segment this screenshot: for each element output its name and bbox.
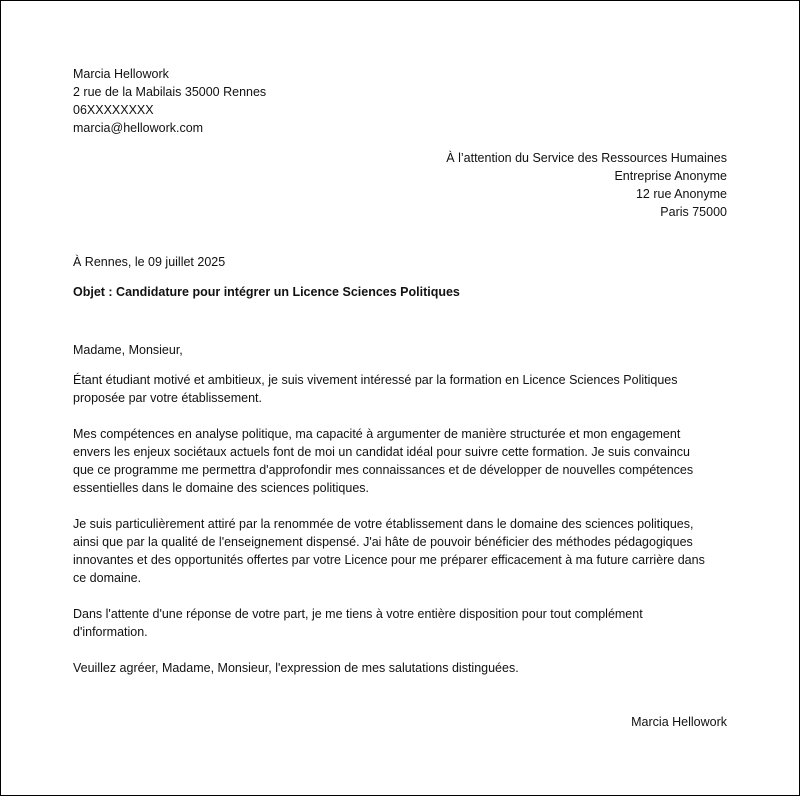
- sender-name: Marcia Hellowork: [73, 67, 169, 81]
- body-line: Je suis particulièrement attiré par la renommée de votre établissement dans le domaine des sciences politiques,: [73, 517, 694, 531]
- date-line: À Rennes, le 09 juillet 2025: [73, 255, 226, 269]
- sender-email: marcia@hellowork.com: [73, 121, 204, 135]
- recipient-city: Paris 75000: [660, 205, 727, 219]
- sender-address: 2 rue de la Mabilais 35000 Rennes: [73, 85, 267, 99]
- salutation: Madame, Monsieur,: [73, 343, 183, 357]
- subject-line: Objet : Candidature pour intégrer un Licence Sciences Politiques: [73, 285, 460, 299]
- body-line: envers les enjeux sociétaux actuels font de moi un candidat idéal pour suivre cette formation. Je suis convaincu: [73, 445, 691, 459]
- body-line: que ce programme me permettra d'approfondir mes connaissances et de développer de nouvelles compétences: [73, 463, 694, 477]
- body-line: Mes compétences en analyse politique, ma capacité à argumenter de manière structurée et mon engagement: [73, 427, 681, 441]
- recipient-street: 12 rue Anonyme: [635, 187, 727, 201]
- recipient-company: Entreprise Anonyme: [614, 169, 727, 183]
- body-line: Dans l'attente d'une réponse de votre part, je me tiens à votre entière disposition pour tout complément: [73, 607, 643, 621]
- body-line: essentielles dans le domaine des sciences politiques.: [73, 481, 370, 495]
- signature: Marcia Hellowork: [631, 715, 727, 729]
- body-line: ainsi que par la qualité de l'enseignement dispensé. J'ai hâte de pouvoir bénéficier des méthodes pédagogiques: [73, 535, 693, 549]
- body-line: proposée par votre établissement.: [73, 391, 262, 405]
- recipient-attention: À l’attention du Service des Ressources Humaines: [446, 151, 727, 165]
- body-line: Étant étudiant motivé et ambitieux, je suis vivement intéressé par la formation en Licence Sciences Politiques: [73, 373, 678, 387]
- closing-line: Veuillez agréer, Madame, Monsieur, l'expression de mes salutations distinguées.: [73, 661, 519, 675]
- body-line: ce domaine.: [73, 571, 142, 585]
- body-line: innovantes et des opportunités offertes par votre Licence pour me préparer efficacement à ma future carrière dans: [73, 553, 705, 567]
- body-line: d'information.: [73, 625, 148, 639]
- sender-phone: 06XXXXXXXX: [73, 103, 154, 117]
